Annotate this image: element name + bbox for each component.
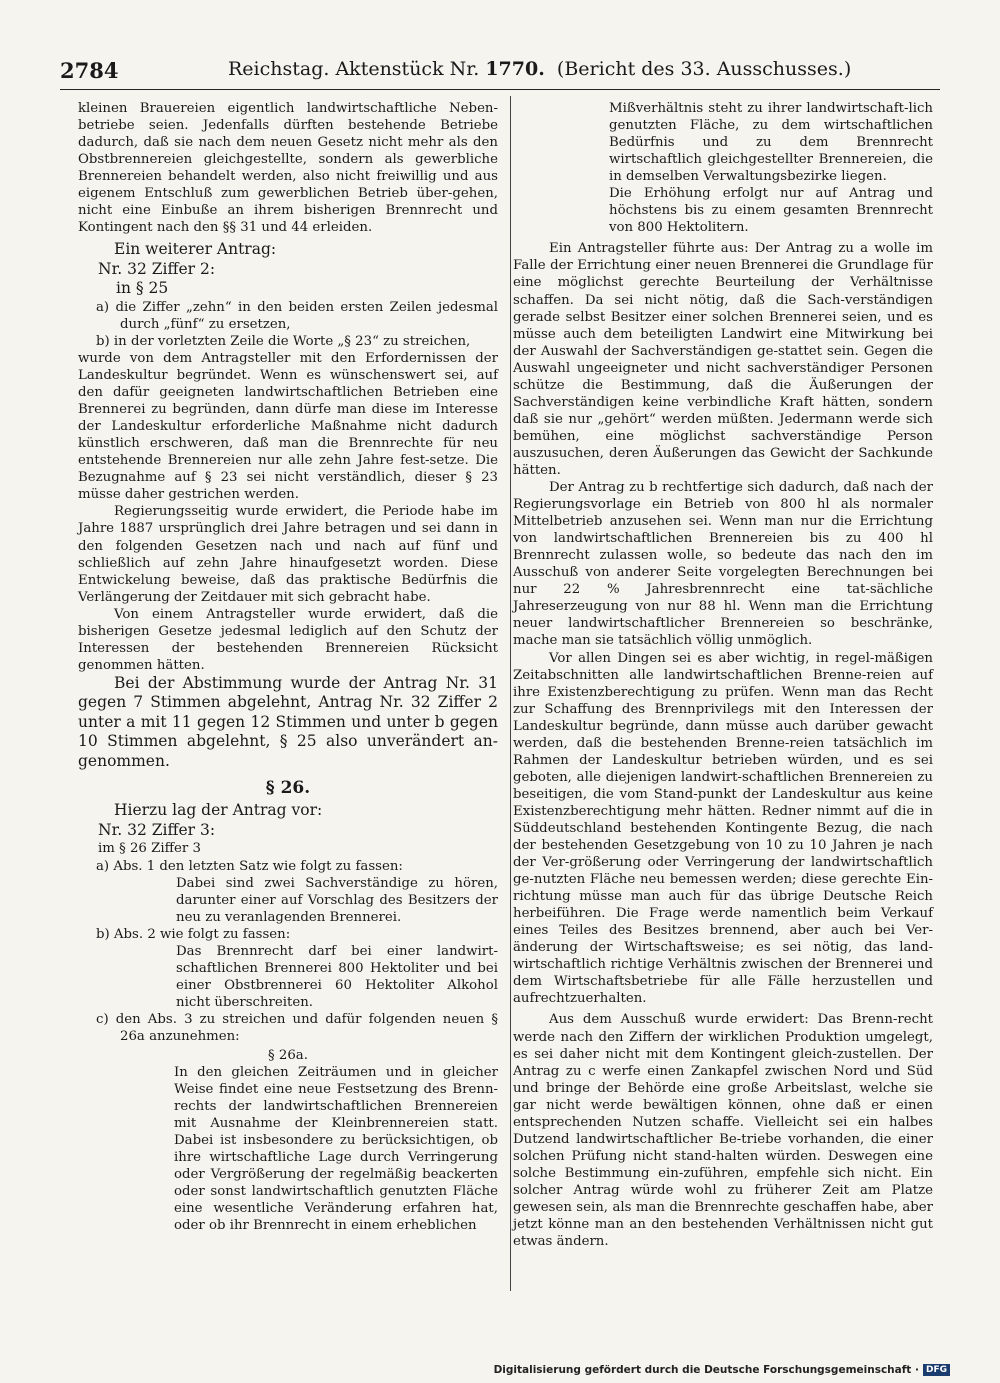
- motion-section: im § 26 Ziffer 3: [98, 841, 201, 857]
- header-rule: [60, 89, 940, 90]
- motion-item: a) Abs. 1 den letzten Satz wie folgt zu fassen:: [96, 858, 403, 874]
- quoted-text: Das Brennrecht darf bei einer landwirt-schaftlichen Brennerei 800 Hektoliter und bei einer Obstbrennerei 60 Hektoliter Alkohol nicht überschreiten.: [176, 943, 498, 1010]
- motion-item: b) in der vorletzten Zeile die Worte „§ 23“ zu streichen,: [96, 333, 471, 349]
- running-title-number: 1770.: [485, 58, 545, 80]
- paragraph: Ein Antragsteller führte aus: Der Antrag zu a wolle im Falle der Errichtung einer neuen Brennerei die Grundlage für eine möglichst gerechte Beurteilung der Verhältnisse schaffen. Da sei nicht nötig, daß die Sach-verständigen gerade selbst Besitzer einer solchen Brennerei seien, und es müsse auch dem beteiligten Landwirt eine Mitwirkung bei der Auswahl der Sachverständigen ge-stattet sein. Gegen die Auswahl ungeeigneter und nicht sachverständiger Personen schütze die Bestimmung, daß die Äußerungen der Sachverständigen keine verbindliche Kraft hätten, sondern daß sie nur „gehört“ werden müßten. Jedermann werde sich bemühen, eine möglichst sachverständige Person auszusuchen, deren Äußerungen das Gewicht der Sachkunde hätten.: [513, 241, 933, 478]
- column-divider: [510, 96, 511, 1291]
- paragraph: Von einem Antragsteller wurde erwidert, daß die bisherigen Gesetze jedesmal lediglich auf den Schutz der Interessen der bestehenden Brennereien Rücksicht genommen hätten.: [78, 606, 498, 673]
- footer-credit: [494, 1364, 950, 1376]
- section-heading: § 26.: [265, 778, 311, 799]
- running-title-suffix: (Bericht des 33. Ausschusses.): [556, 58, 852, 80]
- page-header: [60, 58, 940, 86]
- running-title: [228, 58, 851, 80]
- quoted-text: Dabei sind zwei Sachverständige zu hören, darunter einer auf Vorschlag des Besitzers der neu zu veranlagenden Brennerei.: [176, 875, 498, 925]
- dfg-logo: DFG: [923, 1364, 950, 1376]
- paragraph: Der Antrag zu b rechtfertige sich dadurch, daß nach der Regierungsvorlage ein Betrieb von 800 hl als normaler Mittelbetrieb anzusehen sei. Wenn man nur die Errichtung von landwirtschaftlichen Brennereien bis zu 400 hl Brennrecht zulassen wolle, so bedeute das nach den im Ausschuß von anderer Seite vorgelegten Berechnungen bei nur 22 % Jahresbrennrecht eine tat-sächliche Jahreserzeugung von nur 88 hl. Wenn man die Errichtung neuer landwirtschaftlicher Brennereien so beschränke, mache man sie tatsächlich völlig unmöglich.: [513, 480, 933, 649]
- subsection-heading: § 26a.: [268, 1048, 308, 1064]
- quoted-text: Die Erhöhung erfolgt nur auf Antrag und höchstens bis zu einem gesamten Brennrecht von 800 Hektolitern.: [609, 186, 933, 236]
- left-column: [78, 100, 498, 1235]
- quoted-text: In den gleichen Zeiträumen und in gleicher Weise findet eine neue Festsetzung des Brenn-rechts der landwirtschaftlichen Brennereien mit Ausnahme der Kleinbrennereien statt. Dabei ist insbesondere zu berücksichtigen, ob ihre wirtschaftliche Lage durch Verringerung oder Vergrößerung der regelmäßig beackerten oder sonst landwirtschaftlich genutzten Fläche eine wesentliche Veränderung erfahren hat, oder ob ihr Brennrecht in einem erheblichen: [174, 1065, 498, 1234]
- motion-ref: Nr. 32 Ziffer 3:: [98, 820, 216, 839]
- running-title-main: Reichstag. Aktenstück Nr.: [228, 58, 486, 80]
- motion-section: in § 25: [116, 279, 169, 298]
- motion-item: b) Abs. 2 wie folgt zu fassen:: [96, 926, 291, 942]
- paragraph: Regierungsseitig wurde erwidert, die Periode habe im Jahre 1887 ursprünglich drei Jahre betragen und sei dann in den folgenden Gesetzen nach und nach auf fünf und schließlich auf zehn Jahre hinaufgesetzt worden. Diese Entwickelung beweise, daß das praktische Bedürfnis die Verlängerung der Zeitdauer mit sich gebracht habe.: [78, 504, 498, 605]
- paragraph: wurde von dem Antragsteller mit den Erfordernissen der Landeskultur begründet. Wenn es wünschenswert sei, auf den dafür geeigneten landwirtschaftlichen Betrieben eine Brennerei zu begründen, dann dürfe man diese im Interesse der Landeskultur erforderliche Maßnahme nicht dadurch künstlich erschweren, daß man die Brennrechte für neu entstehende Brennereien nur alle zehn Jahre fest-setze. Die Bezugnahme auf § 23 sei nicht verständlich, dieser § 23 müsse daher gestrichen werden.: [78, 351, 498, 503]
- paragraph: Bei der Abstimmung wurde der Antrag Nr. 31 gegen 7 Stimmen abgelehnt, Antrag Nr. 32 Ziffer 2 unter a mit 11 gegen 12 Stimmen und unter b gegen 10 Stimmen abgelehnt, § 25 also unverändert an-genommen.: [78, 673, 498, 770]
- paragraph: Hierzu lag der Antrag vor:: [114, 801, 323, 820]
- quoted-text: Mißverhältnis steht zu ihrer landwirtschaft-lich genutzten Fläche, zu dem wirtschaftlichen Bedürfnis und zu dem Brennrecht wirtschaftlich gleichgestellter Brennereien, die in demselben Verwaltungsbezirke liegen.: [609, 101, 933, 185]
- motion-ref: Nr. 32 Ziffer 2:: [98, 259, 216, 278]
- paragraph: Aus dem Ausschuß wurde erwidert: Das Brenn-recht werde nach den Ziffern der wirklichen Produktion umgelegt, es sei daher nicht mit dem Kontingent gleich-zustellen. Der Antrag zu c werfe einen Zankapfel zwischen Nord und Süd und bringe der Behörde eine große Arbeitslast, welche sie gar nicht werde bewältigen können, ohne daß er einen entsprechenden Nutzen schaffe. Vielleicht sei ein halbes Dutzend landwirtschaftlicher Be-triebe vorhanden, die einer solchen Prüfung nicht stand-halten würden. Deswegen eine solche Bestimmung ein-zuführen, empfehle sich nicht. Ein solcher Antrag würde wohl zu früherer Zeit am Platze gewesen sein, als man die Brennrechte geschaffen habe, aber jetzt könne man an den bestehenden Verhältnissen nicht gut etwas ändern.: [513, 1012, 933, 1250]
- paragraph: kleinen Brauereien eigentlich landwirtschaftliche Neben-betriebe seien. Jedenfalls dürften bestehende Betriebe dadurch, daß sie nach dem neuen Gesetz nicht mehr als den Obstbrennereien gleichgestellte, sondern als gewerbliche Brennereien behandelt werden, also nicht freiwillig und aus eigenem Entschluß zum gewerblichen Betrieb über-gehen, nicht eine Einbuße an ihrem bisherigen Brennrecht und Kontingent nach den §§ 31 und 44 erleiden.: [78, 101, 498, 236]
- page-number: 2784: [60, 58, 119, 83]
- paragraph: Ein weiterer Antrag:: [114, 240, 277, 259]
- motion-item: c) den Abs. 3 zu streichen und dafür folgenden neuen § 26a anzunehmen:: [96, 1011, 498, 1044]
- paragraph: Vor allen Dingen sei es aber wichtig, in regel-mäßigen Zeitabschnitten alle landwirtschaftlichen Brenne-reien auf ihre Existenzberechtigung zu prüfen. Wenn man das Recht zur Schaffung des Brennprivilegs mit den Interessen der Landeskultur begründe, dann müsse auch darüber gewacht werden, daß die bestehenden Brenne-reien tatsächlich im Rahmen der Landeskultur betrieben würden, und es sei geboten, alle diejenigen landwirt-schaftlichen Brennereien zu beseitigen, die vom Stand-punkt der Landeskultur aus keine Existenzberechtigung mehr hätten. Redner nimmt auf die in Süddeutschland bestehenden Kontingente Bezug, die nach der bestehenden Gesetzgebung von 10 zu 10 Jahren je nach der Ver-größerung oder Verringerung der landwirtschaftlich ge-nutzten Fläche neu bemessen werden; diese gerechte Ein-richtung müsse man auch für das übrige Deutsche Reich herbeiführen. Die Frage werde namentlich beim Verkauf eines Teiles des Besitzes brennend, aber auch bei Ver-änderung der Wirtschaftsweise; es sei nötig, das land-wirtschaftlich richtige Verhältnis zwischen der Brennerei und dem Wirtschaftsbetriebe für alle Fälle herzustellen und aufrechtzuerhalten.: [513, 650, 933, 1007]
- right-column: [513, 100, 933, 1250]
- footer-text: Digitalisierung gefördert durch die Deutsche Forschungsgemeinschaft ·: [493, 1364, 919, 1376]
- motion-item: a) die Ziffer „zehn“ in den beiden ersten Zeilen jedesmal durch „fünf“ zu ersetzen,: [96, 299, 498, 332]
